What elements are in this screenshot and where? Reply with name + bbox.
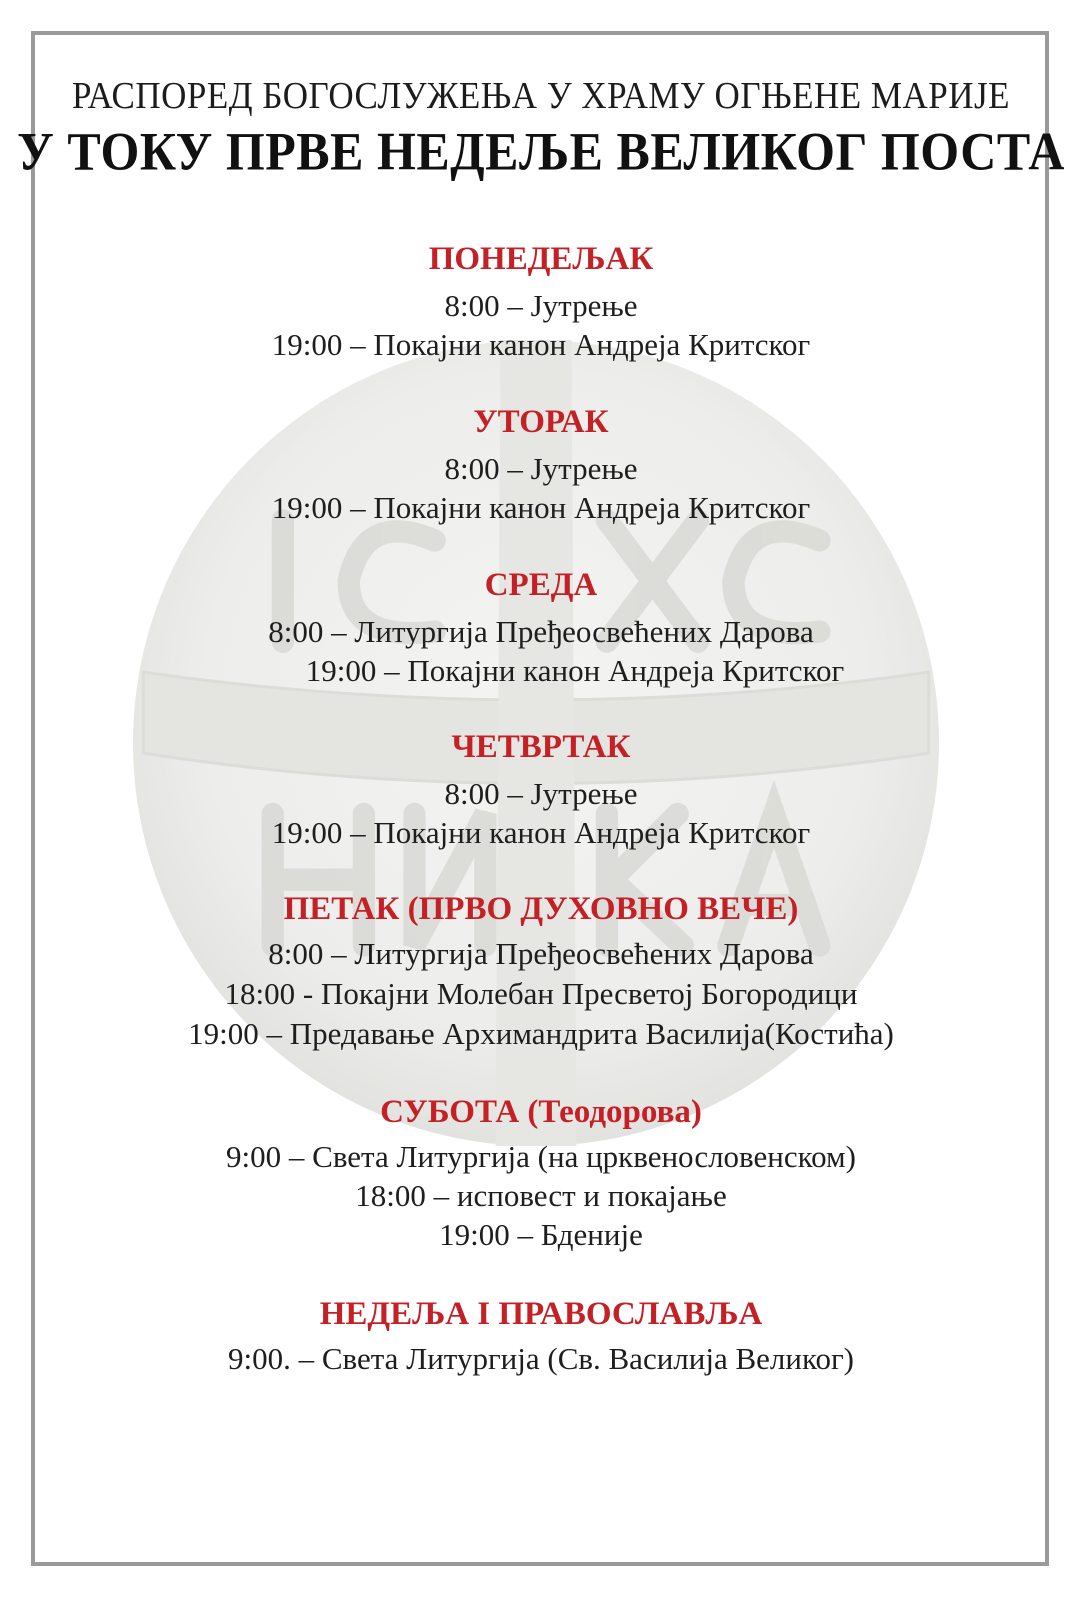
day-heading-monday: ПОНЕДЕЉАК <box>428 241 654 277</box>
service-line: 9:00 – Света Литургија (на црквенословенском) <box>226 1139 856 1174</box>
day-heading-saturday: СУБОТА (Теодорова) <box>380 1094 702 1130</box>
day-heading-wednesday: СРЕДА <box>484 567 598 603</box>
service-line: 8:00 – Јутрење <box>444 288 638 323</box>
service-line: 8:00 – Литургија Пређеосвећених Дарова <box>268 936 814 971</box>
service-line: 8:00 – Јутрење <box>444 451 638 486</box>
service-line: 9:00. – Света Литургија (Св. Василија Великог) <box>228 1341 854 1376</box>
header-line-1: РАСПОРЕД БОГОСЛУЖЕЊА У ХРАМУ ОГЊЕНЕ МАРИЈЕ <box>71 74 1011 117</box>
service-line: 19:00 – Покајни канон Андреја Критског <box>305 653 845 688</box>
service-line: 19:00 – Покајни канон Андреја Критског <box>271 815 811 850</box>
service-line: 19:00 – Предавање Архимандрита Василија(Костића) <box>188 1016 894 1051</box>
service-line: 8:00 – Литургија Пређеосвећених Дарова <box>268 614 814 649</box>
service-line: 19:00 – Покајни канон Андреја Критског <box>271 327 811 362</box>
day-heading-tuesday: УТОРАК <box>473 404 609 440</box>
service-line: 8:00 – Јутрење <box>444 776 638 811</box>
day-heading-sunday: НЕДЕЉА I ПРАВОСЛАВЉА <box>319 1296 763 1332</box>
service-line: 19:00 – Бденије <box>439 1217 643 1252</box>
day-heading-friday: ПЕТАК (ПРВО ДУХОВНО ВЕЧЕ) <box>283 891 799 927</box>
header-line-2: У ТОКУ ПРВЕ НЕДЕЉЕ ВЕЛИКОГ ПОСТА <box>17 120 1065 182</box>
day-heading-thursday: ЧЕТВРТАК <box>451 729 631 765</box>
service-line: 19:00 – Покајни канон Андреја Критског <box>271 490 811 525</box>
service-line: 18:00 – исповест и покајање <box>355 1178 727 1213</box>
service-line: 18:00 - Покајни Молебан Пресветој Богородици <box>224 976 858 1011</box>
